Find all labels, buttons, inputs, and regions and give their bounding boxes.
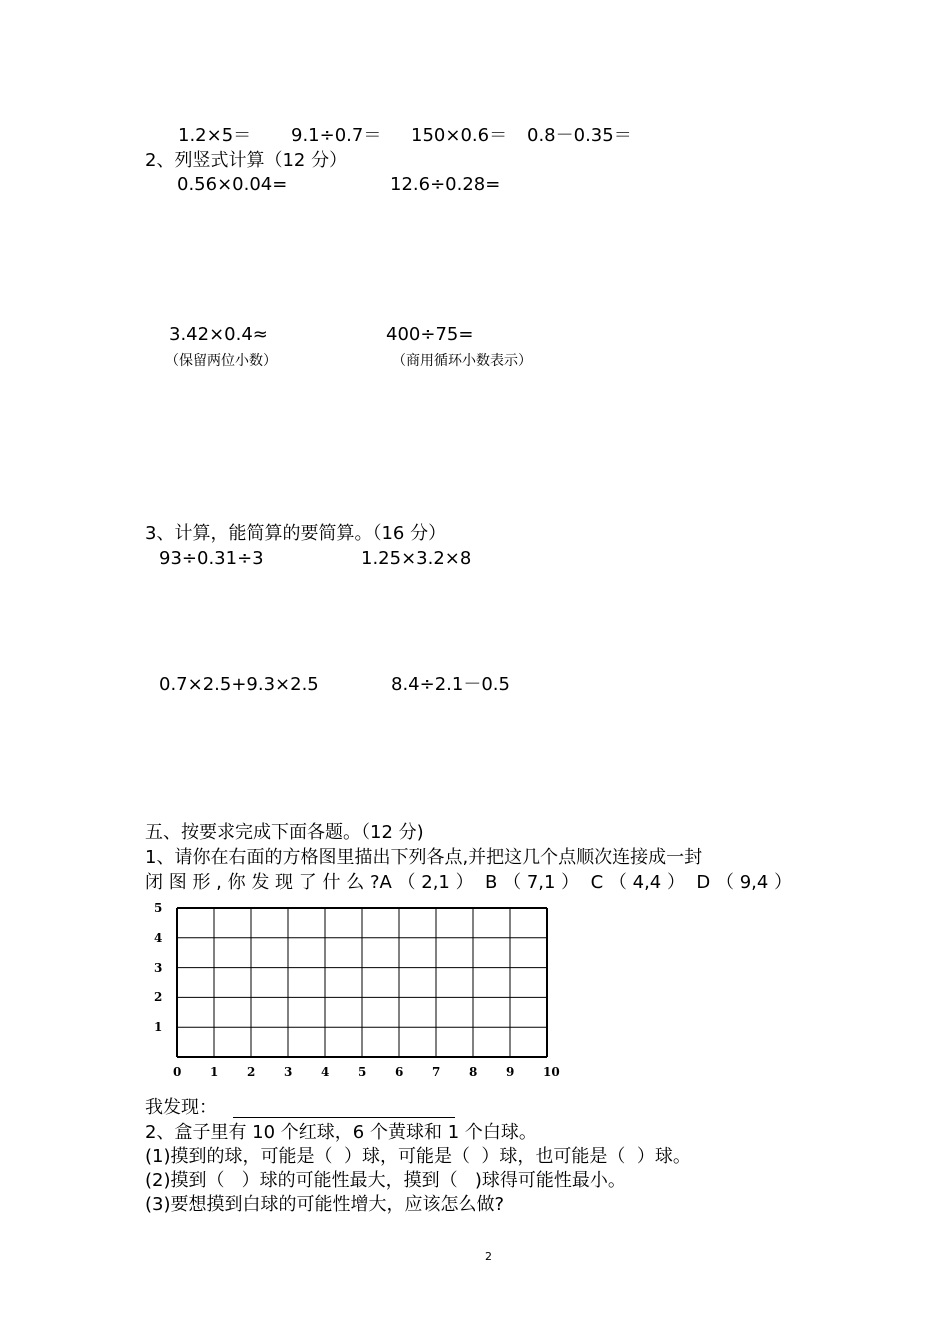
simplify-calc-item: 1.25×3.2×8 [361,548,472,569]
oral-calc-4: 0.8－0.35＝ [527,125,632,146]
vertical-calc-item: 12.6÷0.28= [390,174,501,195]
x-axis-tick-label: 3 [284,1065,293,1079]
y-axis-tick-label: 1 [154,1020,163,1035]
x-axis-tick-label: 9 [506,1065,515,1079]
question-2-heading: 2、盒子里有 10 个红球，6 个黄球和 1 个白球。 [145,1122,537,1143]
question-1-line-1: 1、请你在右面的方格图里描出下列各点,并把这几个点顺次连接成一封 [145,847,703,868]
grid-lines [177,908,547,1057]
simplify-calc-item: 0.7×2.5+9.3×2.5 [159,674,319,695]
question-2-part-2: (2)摸到（ ）球的可能性最大，摸到（ )球得可能性最小。 [145,1170,626,1191]
oral-calc-1: 1.2×5＝ [178,125,252,146]
y-axis-tick-label: 2 [154,990,163,1005]
y-axis-tick-label: 4 [154,930,163,945]
y-axis-tick-label: 5 [154,901,163,915]
vertical-calc-note: （商用循环小数表示） [392,353,532,369]
x-axis-tick-label: 6 [395,1065,404,1079]
x-axis-tick-label: 7 [432,1065,441,1079]
x-axis-tick-label: 1 [210,1065,219,1079]
vertical-calc-heading: 2、列竖式计算（12 分） [145,150,348,171]
question-2-part-1: (1)摸到的球，可能是（ ）球，可能是（ ）球，也可能是（ ）球。 [145,1146,691,1167]
vertical-calc-item: 3.42×0.4≈ [169,324,268,345]
question-1-line-2: 闭 图 形 , 你 发 现 了 什 么 ?A （ 2,1 ） B （ 7,1 ） C （ 4,4 ） D （ 9,4 ） [145,872,793,893]
simplify-calc-item: 8.4÷2.1－0.5 [391,674,510,695]
x-axis-tick-label: 10 [543,1065,560,1079]
vertical-calc-item: 400÷75= [386,324,474,345]
oral-calc-3: 150×0.6＝ [411,125,508,146]
x-axis-tick-label: 5 [358,1065,367,1079]
x-axis-tick-label: 4 [321,1065,330,1079]
question-2-part-3: (3)要想摸到白球的可能性增大，应该怎么做? [145,1194,505,1215]
vertical-calc-note: （保留两位小数） [165,353,277,369]
answer-blank-line[interactable] [233,1117,455,1118]
section-5-heading: 五、按要求完成下面各题。（12 分) [145,822,424,843]
coordinate-grid-svg[interactable] [148,900,568,1080]
page-number: 2 [485,1250,492,1263]
vertical-calc-item: 0.56×0.04= [177,174,288,195]
discover-label: 我发现： [145,1097,217,1118]
simplify-calc-item: 93÷0.31÷3 [159,548,264,569]
x-axis-tick-label: 8 [469,1065,478,1079]
simplify-calc-heading: 3、计算，能简算的要简算。（16 分） [145,523,447,544]
coordinate-grid[interactable] [148,900,568,1080]
oral-calc-2: 9.1÷0.7＝ [291,125,382,146]
x-axis-tick-label: 2 [247,1065,256,1079]
x-axis-tick-label: 0 [173,1065,182,1079]
y-axis-tick-label: 3 [154,960,163,975]
